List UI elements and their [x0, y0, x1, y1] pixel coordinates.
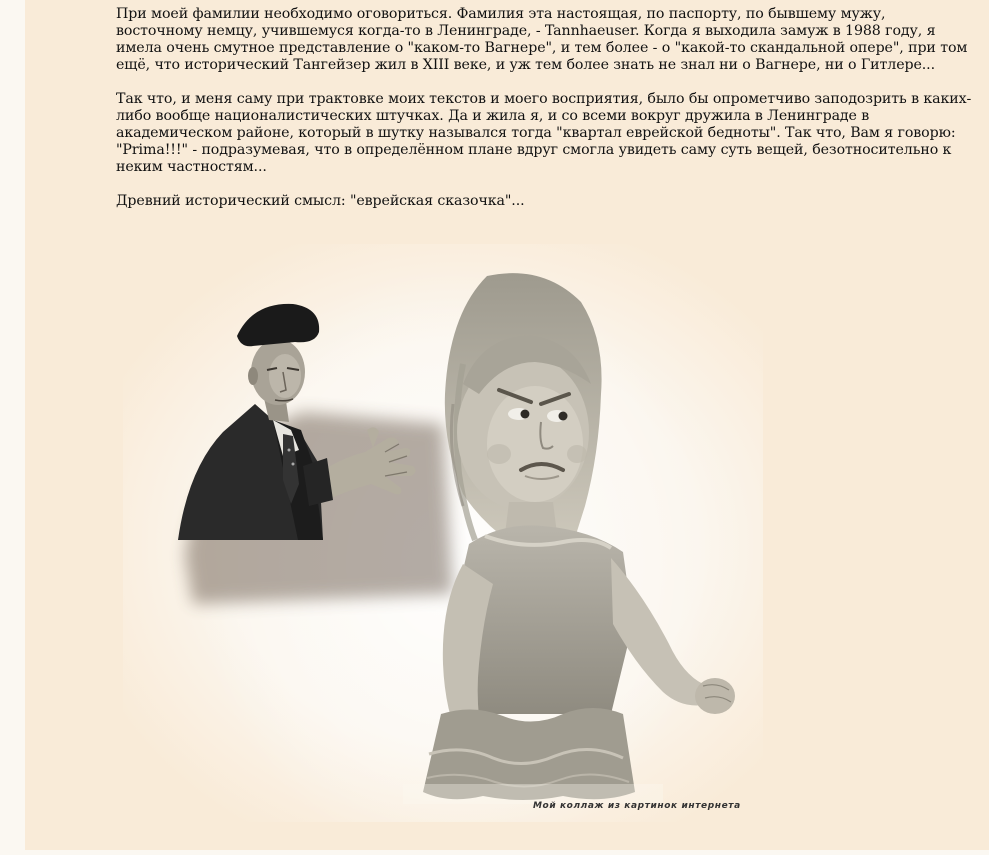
- article-text: [116, 6, 976, 227]
- collage-caption: Мой коллаж из картинок интернета: [533, 801, 741, 811]
- paragraph-surname: При моей фамилии необходимо оговориться. Фамилия эта настоящая, по паспорту, по бывшему мужу, восточному немцу, учившемуся когда-то в Ленинграде, - Tannhaeuser. Когда я выходила замуж в 1988 году, я имела очень смутное представление о "каком-то Вагнере", и тем более - о "какой-то скандальной опере", при том ещё, что исторический Тангейзер жил в XIII веке, и уж тем более знать не знал ни о Вагнере, ни о Гитлере...: [116, 6, 968, 73]
- paragraph-interpretation: Так что, и меня саму при трактовке моих текстов и моего восприятия, было бы опрометчиво заподозрить в каких-либо вообще националистических штучках. Да и жила я, и со всеми вокруг дружила в Ленинграде в академическом районе, который в шутку назывался тогда "квартал еврейской бедноты". Так что, Вам я говорю: "Prima!!!" - подразумевая, что в определённом плане вдруг смогла увидеть саму суть вещей, безотносительно к неким частностям...: [116, 91, 972, 175]
- collage-image: [123, 244, 763, 822]
- paragraph-meaning: Древний исторический смысл: "еврейская сказочка"...: [116, 193, 525, 209]
- collage-picture: [123, 244, 763, 822]
- content-area: [25, 0, 989, 850]
